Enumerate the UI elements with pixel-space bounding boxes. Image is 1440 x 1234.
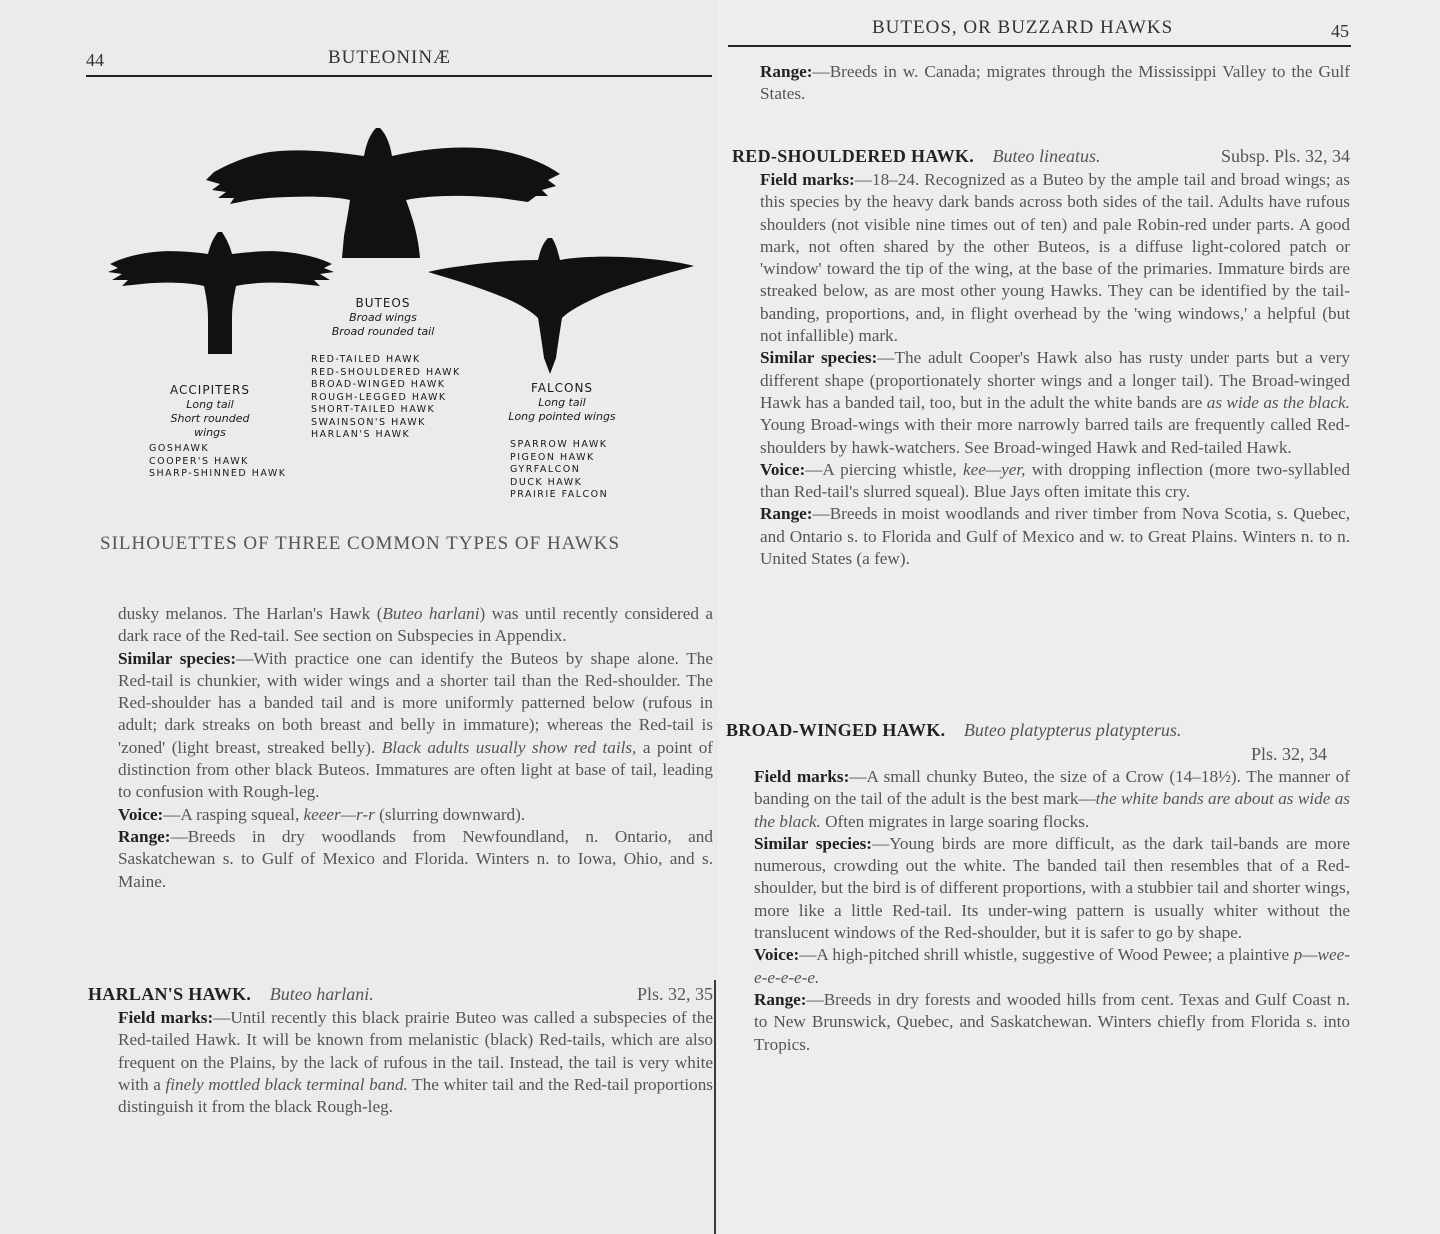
range-paragraph: Range:—Breeds in w. Canada; migrates through the Mississippi Valley to the Gulf States. [760, 62, 1350, 104]
field-marks-paragraph: Field marks:—18–24. Recognized as a Buteo by the ample tail and broad wings; as this species by the heavy dark bands across both sides of the tail. Adults have rufous shoulders (not visible nine times out of ten) and pale Robin-red under parts. A good mark, not often shared by the other Buteos, is a diffuse light-colored patch or 'window' toward the tip of the wing, at the base of the primaries. Immature birds are streaked below, as are most other young Hawks. They can be identified by the tail-banding, proportions, and, in flight overhead by the 'wing windows,' a helpful (but not infallible) mark. [760, 170, 1350, 346]
running-head: BUTEOS, OR BUZZARD HAWKS [872, 17, 1174, 38]
species-item: RED-SHOULDERED HAWK [311, 366, 461, 378]
scientific-name: Buteo platypterus platypterus. [963, 720, 1182, 740]
running-head: BUTEONINÆ [328, 47, 451, 68]
species-item: COOPER'S HAWK [149, 455, 249, 467]
paragraph: dusky melanos. The Harlan's Hawk (Buteo harlani) was until recently considered a dark race of the Red-tail. See section on Subspecies in Appendix. [118, 604, 713, 646]
species-item: HARLAN'S HAWK [311, 429, 411, 440]
buteos-title: BUTEOS [355, 296, 411, 310]
species-item: SPARROW HAWK [510, 439, 608, 450]
species-item: ROUGH-LEGGED HAWK [311, 391, 447, 403]
falcons-desc-2: Long pointed wings [508, 409, 616, 423]
species-item: PRAIRIE FALCON [510, 489, 609, 500]
page-number: 44 [86, 50, 104, 70]
red-shouldered-hawk-body [760, 169, 1350, 570]
species-item: SHARP-SHINNED HAWK [149, 468, 287, 479]
species-item: RED-TAILED HAWK [311, 354, 421, 365]
accipiters-desc-1: Long tail [186, 398, 234, 411]
species-item: PIGEON HAWK [510, 451, 595, 463]
voice-paragraph: Voice:—A piercing whistle, kee—yer, with dropping inflection (more two-syllabled than Red-tail's slurred squeal). Blue Jays often imitate this cry. [760, 459, 1350, 502]
accipiter-silhouette [108, 232, 334, 354]
similar-species-paragraph: Similar species:—With practice one can identify the Buteos by shape alone. The Red-tail is chunkier, with wider wings and a shorter tail than the Red-shoulder. The Red-shoulder has a banded tail and is more uniformly patterned below (rufous in adult; dark streaks on both breast and belly in immature); whereas the Red-tail is 'zoned' (light breast, streaked belly). Black adults usually show red tails, a point of distinction from other black Buteos. Immatures are often light at base of tail, leading to confusion with Rough-leg. [118, 648, 714, 802]
broad-winged-hawk-heading [726, 720, 1350, 741]
falcons-species-list [510, 439, 608, 502]
voice-paragraph: Voice:—A rasping squeal, keeer—r-r (slurring downward). [118, 804, 526, 824]
accipiters-desc-2: Short rounded wings [170, 411, 250, 439]
rough-legged-range [760, 61, 1350, 106]
page-number: 45 [1331, 21, 1349, 41]
species-name: HARLAN'S HAWK. [88, 984, 252, 1004]
broad-winged-hawk-body [754, 766, 1350, 1056]
buteos-desc-2: Broad rounded tail [331, 324, 435, 338]
header-rule [728, 45, 1351, 47]
falcons-desc-1: Long tail [538, 396, 586, 409]
falcons-title: FALCONS [530, 381, 594, 395]
range-paragraph: Range:—Breeds in moist woodlands and river timber from Nova Scotia, s. Quebec, and Ontario s. to Florida and Gulf of Mexico and w. to Great Plains. Winters n. to n. United States (a few). [760, 504, 1350, 569]
harlans-hawk-body [118, 1007, 713, 1118]
buteos-species-list [311, 354, 461, 442]
range-paragraph: Range:—Breeds in dry woodlands from Newfoundland, n. Ontario, and Saskatchewan s. to Gulf of Mexico and Florida. Winters n. to Iowa, Ohio, and s. Maine. [118, 826, 713, 891]
plates-ref: Pls. 32, 34 [1251, 744, 1328, 764]
species-item: SHORT-TAILED HAWK [311, 404, 436, 415]
page-gutter [714, 980, 716, 1234]
harlans-hawk-heading [88, 984, 713, 1005]
plates-ref: Subsp. Pls. 32, 34 [1220, 146, 1350, 166]
plates-ref: Pls. 32, 35 [636, 984, 713, 1004]
field-marks-paragraph: Field marks:—Until recently this black prairie Buteo was called a subspecies of the Red-tailed Hawk. It will be known from melanistic (black) Red-tails, which are also frequent on the Plains, by the lack of rufous in the tail. Instead, the tail is very white with a finely mottled black terminal band. The whiter tail and the Red-tail proportions distinguish it from the black Rough-leg. [118, 1008, 713, 1117]
figure-caption: SILHOUETTES OF THREE COMMON TYPES OF HAWKS [100, 533, 621, 554]
accipiters-label [155, 383, 265, 439]
buteos-desc-1: Broad wings [349, 311, 417, 324]
broad-winged-plates [1251, 744, 1327, 765]
voice-paragraph: Voice:—A high-pitched shrill whistle, suggestive of Wood Pewee; a plaintive p—wee-e-e-e-e-e. [754, 945, 1350, 987]
species-item: SWAINSON'S HAWK [311, 416, 426, 428]
buteo-silhouette [206, 128, 560, 258]
red-shouldered-hawk-heading [732, 146, 1350, 167]
similar-species-paragraph: Similar species:—The adult Cooper's Hawk also has rusty under parts but a very different shape (proportionately shorter wings and a longer tail). The Broad-winged Hawk has a banded tail, too, but in the adult the white bands are as wide as the black. Young Broad-wings with their more narrowly barred tails are frequently called Red-shoulders by hawk-watchers. See Broad-winged Hawk and Red-tailed Hawk. [760, 348, 1351, 457]
field-marks-paragraph: Field marks:—A small chunky Buteo, the size of a Crow (14–18½). The manner of banding on the tail of the adult is the best mark—the white bands are about as wide as the black. Often migrates in large soaring flocks. [754, 767, 1350, 831]
right-page [717, 0, 1440, 1234]
accipiters-title: ACCIPITERS [170, 383, 250, 397]
buteos-label [330, 296, 436, 339]
species-name: RED-SHOULDERED HAWK. [732, 146, 975, 166]
left-page [0, 0, 715, 1234]
scientific-name: Buteo harlani. [269, 984, 374, 1004]
species-name: BROAD-WINGED HAWK. [726, 720, 946, 740]
species-item: GOSHAWK [149, 443, 210, 454]
scientific-name: Buteo lineatus. [992, 146, 1101, 166]
species-item: GYRFALCON [510, 464, 581, 475]
similar-species-paragraph: Similar species:—Young birds are more difficult, as the dark tail-bands are more numerous, crowding out the white. The banded tail then resembles that of a Red-shoulder, but the bird is of different proportions, with a stubbier tail and shorter wings, more like a little Red-tail. Its under-wing pattern is usually whiter without the translucent windows of the Red-shoulder, but it is safer to go by shape. [754, 833, 1350, 943]
accipiters-species-list [149, 443, 287, 481]
species-item: BROAD-WINGED HAWK [311, 379, 446, 390]
range-paragraph: Range:—Breeds in dry forests and wooded hills from cent. Texas and Gulf Coast n. to New Brunswick, Quebec, and Saskatchewan. Winters chiefly from Florida s. into Tropics. [754, 989, 1350, 1054]
species-item: DUCK HAWK [510, 476, 583, 488]
red-tail-continuation [118, 603, 713, 893]
falcons-label [500, 381, 624, 424]
falcon-silhouette [428, 238, 694, 374]
